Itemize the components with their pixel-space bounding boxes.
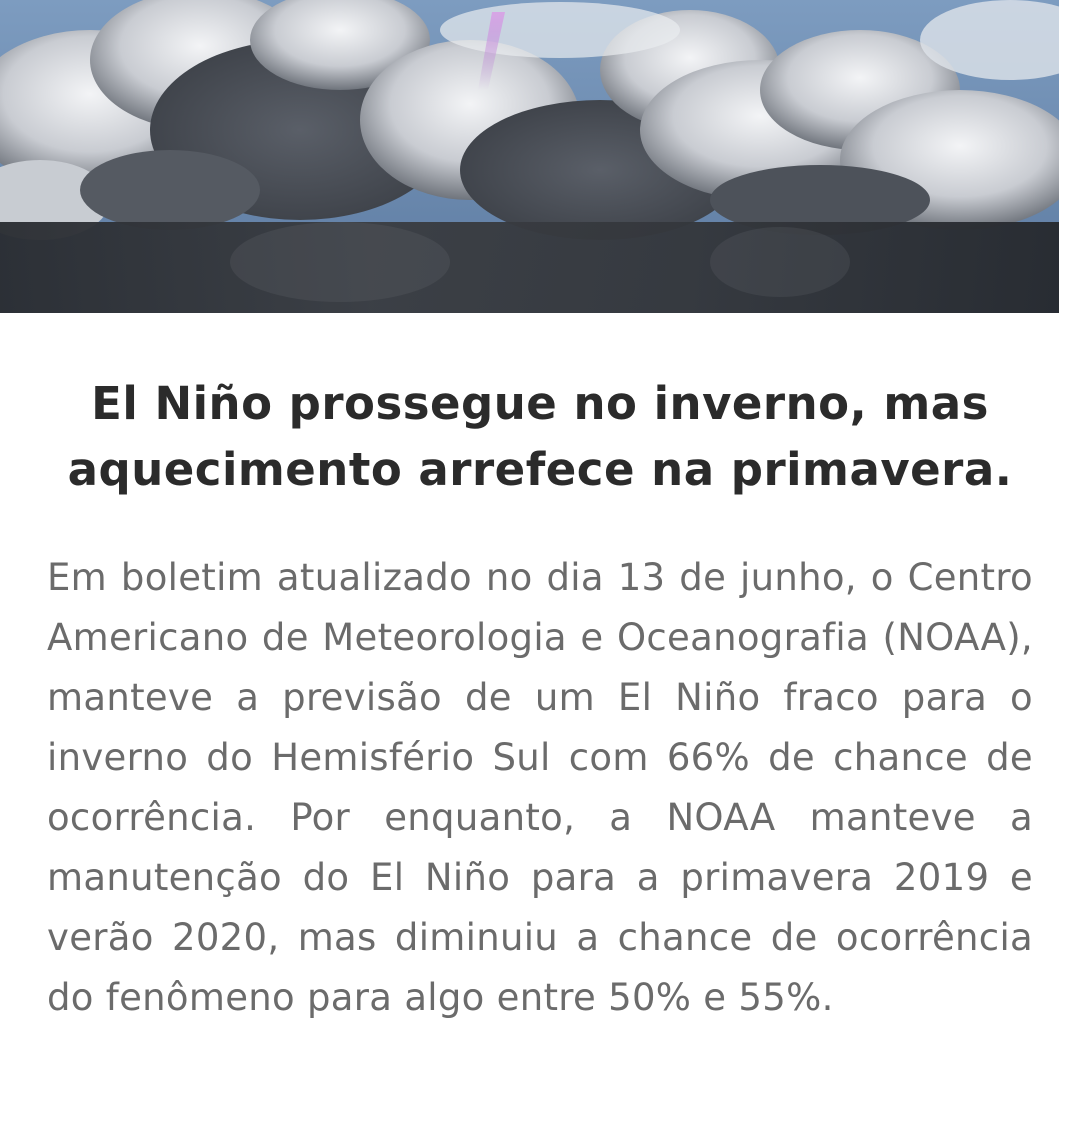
clouds-photo: [0, 0, 1059, 313]
article-body: Em boletim atualizado no dia 13 de junho, o Centro Americano de Meteorologia e Oceanografia (NOAA), manteve a previsão de um El Niño fraco para o inverno do Hemisfério Sul com 66% de chance de ocorrência. Por enquanto, a NOAA manteve a manutenção do El Niño para a primavera 2019 e verão 2020, mas diminuiu a chance de ocorrência do fenômeno para algo entre 50% e 55%.: [47, 556, 1033, 1019]
article-headline: El Niño prossegue no inverno, mas aquecimento arrefece na primavera.: [67, 377, 1013, 496]
article: [0, 313, 1080, 1130]
hero-image: [0, 0, 1059, 313]
